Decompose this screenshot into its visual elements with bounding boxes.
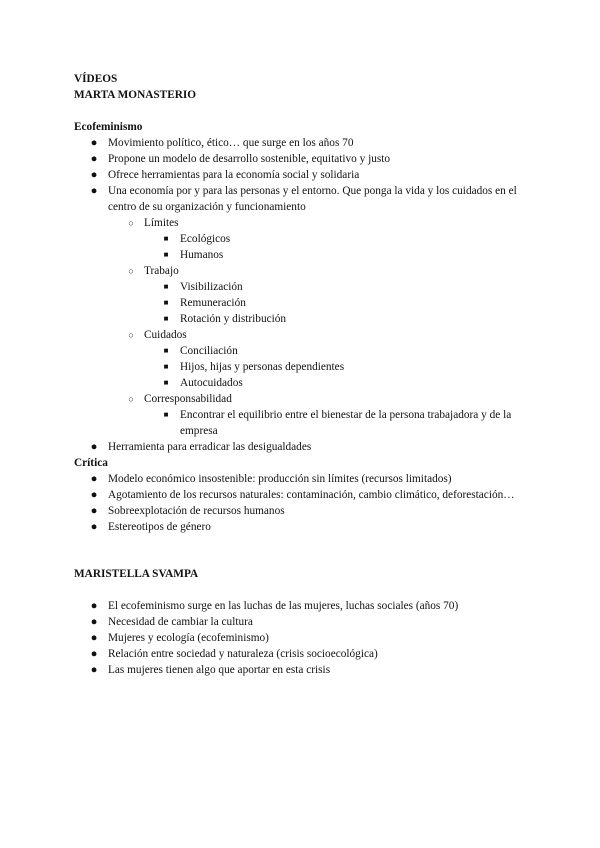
list-item-text: Autocuidados: [180, 377, 243, 389]
list-item: [144, 375, 530, 391]
square-bullet-icon: ■: [163, 410, 169, 419]
bullet-icon: ●: [90, 600, 98, 612]
list-item-text: Propone un modelo de desarrollo sostenible, equitativo y justo: [108, 153, 391, 165]
author-name-svampa: MARISTELLA SVAMPA: [74, 568, 199, 580]
list-item-text: Mujeres y ecología (ecofeminismo): [108, 632, 269, 644]
list-item: [74, 135, 530, 151]
list-item: [74, 167, 530, 183]
subgroup-items: [144, 407, 530, 439]
list-item-text: Modelo económico insostenible: producción sin límites (recursos limitados): [108, 473, 452, 485]
ecofeminismo-list: [74, 135, 530, 455]
document-page: [74, 71, 530, 678]
document-heading: [74, 71, 530, 103]
square-bullet-icon: ■: [163, 346, 169, 355]
subgroup-label: Corresponsabilidad: [144, 393, 232, 405]
subgroup-label: Límites: [144, 217, 179, 229]
bullet-icon: ●: [90, 632, 98, 644]
list-item: [144, 295, 530, 311]
bullet-icon: ●: [90, 489, 98, 501]
list-item-text: Hijos, hijas y personas dependientes: [180, 361, 345, 373]
bullet-icon: ●: [90, 473, 98, 485]
list-item-text: Relación entre sociedad y naturaleza (crisis socioecológica): [108, 648, 378, 660]
subgroup-item-trabajo: [108, 263, 530, 327]
list-item: [74, 519, 530, 535]
list-item: [74, 630, 530, 646]
list-item-text: Visibilización: [180, 281, 243, 293]
list-item-text: Necesidad de cambiar la cultura: [108, 616, 253, 628]
square-bullet-icon: ■: [163, 234, 169, 243]
list-item: [144, 359, 530, 375]
list-item-text: Estereotipos de género: [108, 521, 211, 533]
list-item-text: Movimiento político, ético… que surge en los años 70: [108, 137, 354, 149]
list-item: [74, 183, 530, 439]
list-item-text: Agotamiento de los recursos naturales: contaminación, cambio climático, deforestación…: [108, 489, 515, 501]
list-item-text: Sobreexplotación de recursos humanos: [108, 505, 285, 517]
critica-list: [74, 471, 530, 535]
subgroup-item-limites: [108, 215, 530, 263]
section-title-critica: Crítica: [74, 457, 108, 469]
page-title: VÍDEOS: [74, 73, 118, 85]
bullet-icon: ●: [90, 521, 98, 533]
section-title-ecofeminismo: Ecofeminismo: [74, 121, 143, 133]
circle-bullet-icon: ○: [128, 330, 134, 340]
list-item-text: Una economía por y para las personas y el entorno. Que ponga la vida y los cuidados en el centro de su organización y funcionamiento: [108, 185, 517, 213]
list-item: [74, 598, 530, 614]
subgroup-label: Cuidados: [144, 329, 187, 341]
bullet-icon: ●: [90, 648, 98, 660]
author-name-monasterio: MARTA MONASTERIO: [74, 89, 197, 101]
list-item-text: Ofrece herramientas para la economía social y solidaria: [108, 169, 360, 181]
bullet-icon: ●: [90, 137, 98, 149]
subgroup-item-corresponsabilidad: [108, 391, 530, 439]
subgroup-item-cuidados: [108, 327, 530, 391]
list-item-text: El ecofeminismo surge en las luchas de las mujeres, luchas sociales (años 70): [108, 600, 459, 612]
list-item: [144, 407, 530, 439]
subgroup-list: [108, 215, 530, 439]
list-item: [144, 279, 530, 295]
list-item: [144, 311, 530, 327]
subgroup-label: Trabajo: [144, 265, 179, 277]
bullet-icon: ●: [90, 664, 98, 676]
svampa-list: [74, 598, 530, 678]
circle-bullet-icon: ○: [128, 394, 134, 404]
square-bullet-icon: ■: [163, 378, 169, 387]
bullet-icon: ●: [90, 505, 98, 517]
list-item: [74, 151, 530, 167]
list-item-text: Las mujeres tienen algo que aportar en esta crisis: [108, 664, 331, 676]
list-item: [144, 231, 530, 247]
list-item-text: Humanos: [180, 249, 224, 261]
list-item: [74, 487, 530, 503]
list-item: [144, 247, 530, 263]
subgroup-items: [144, 231, 530, 263]
bullet-icon: ●: [90, 169, 98, 181]
list-item: [74, 503, 530, 519]
list-item: [74, 471, 530, 487]
square-bullet-icon: ■: [163, 282, 169, 291]
bullet-icon: ●: [90, 441, 98, 453]
circle-bullet-icon: ○: [128, 266, 134, 276]
bullet-icon: ●: [90, 616, 98, 628]
list-item: [74, 439, 530, 455]
bullet-icon: ●: [90, 185, 98, 197]
list-item: [74, 614, 530, 630]
list-item-text: Conciliación: [180, 345, 238, 357]
list-item-text: Rotación y distribución: [180, 313, 287, 325]
list-item: [74, 662, 530, 678]
square-bullet-icon: ■: [163, 298, 169, 307]
list-item-text: Herramienta para erradicar las desigualdades: [108, 441, 312, 453]
list-item-text: Encontrar el equilibrio entre el bienestar de la persona trabajadora y de la empresa: [180, 409, 512, 437]
subgroup-items: [144, 279, 530, 327]
list-item-text: Remuneración: [180, 297, 246, 309]
list-item-text: Ecológicos: [180, 233, 231, 245]
bullet-icon: ●: [90, 153, 98, 165]
list-item: [74, 646, 530, 662]
subgroup-items: [144, 343, 530, 391]
circle-bullet-icon: ○: [128, 218, 134, 228]
list-item: [144, 343, 530, 359]
square-bullet-icon: ■: [163, 362, 169, 371]
square-bullet-icon: ■: [163, 314, 169, 323]
square-bullet-icon: ■: [163, 250, 169, 259]
